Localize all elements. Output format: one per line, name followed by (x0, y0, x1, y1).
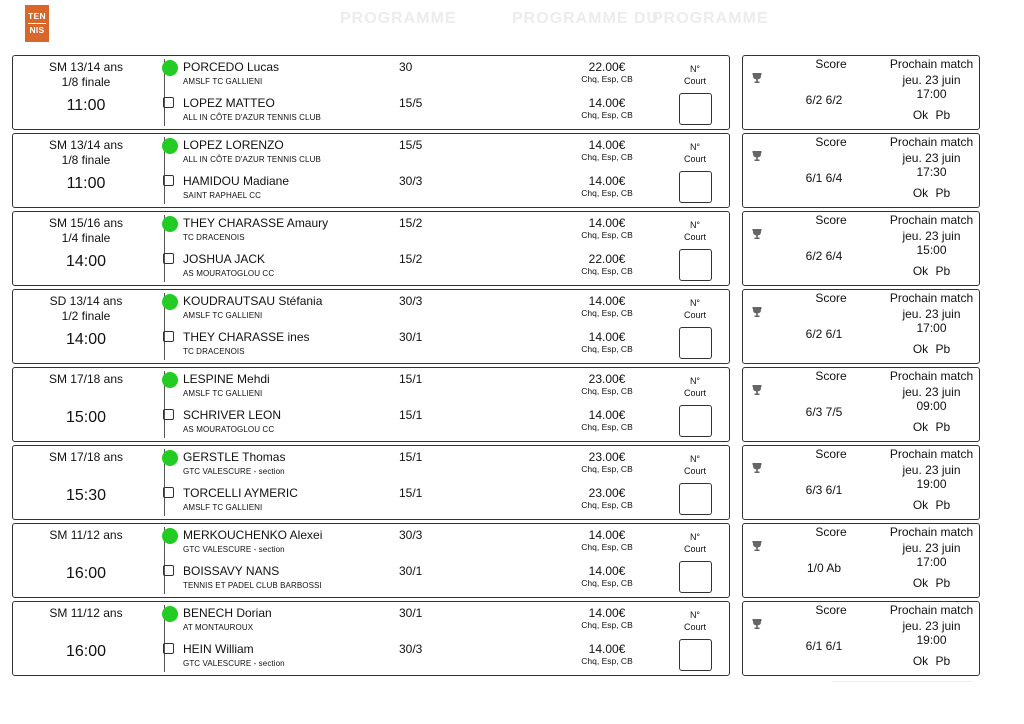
player-2-payment: Chq, Esp, CB (581, 656, 633, 666)
court-label: N° Court (683, 298, 706, 320)
winner-dot-icon (162, 216, 178, 232)
player-1-fee: 14.00€ (588, 294, 626, 308)
player-1-club: AMSLF TC GALLIENI (183, 311, 263, 320)
match-card (12, 133, 730, 208)
trophy-icon (751, 150, 763, 162)
player-2-name: BOISSAVY NANS (183, 564, 280, 578)
player-1-name: LESPINE Mehdi (183, 372, 270, 386)
player-1-payment: Chq, Esp, CB (581, 542, 633, 552)
court-label: N° Court (683, 64, 706, 86)
match-card (12, 601, 730, 676)
score-label: Score (815, 57, 847, 71)
match-score: 6/3 6/1 (805, 483, 843, 497)
player-2-name: HAMIDOU Madiane (183, 174, 290, 188)
winner-dot-icon (162, 450, 178, 466)
match-time: 14:00 (65, 331, 107, 348)
category-label: SM 13/14 ans (48, 138, 124, 152)
match-score: 6/2 6/4 (805, 249, 843, 263)
match-time: 16:00 (65, 565, 107, 582)
player-2-rank: 30/3 (399, 642, 423, 656)
round-label: 1/8 finale (61, 75, 111, 89)
player-1-club: GTC VALESCURE - section (183, 467, 285, 476)
player-2-rank: 30/1 (399, 330, 423, 344)
result-card (742, 55, 980, 130)
player-1-rank: 15/2 (399, 216, 423, 230)
player-1-fee: 22.00€ (588, 60, 626, 74)
player-2-rank: 15/2 (399, 252, 423, 266)
ok-pb-toggle[interactable]: Ok Pb (912, 420, 951, 434)
match-category (13, 606, 159, 621)
trophy-icon (751, 228, 763, 240)
match-time: 11:00 (66, 175, 106, 192)
tennis-logo (25, 5, 49, 42)
match-score: 6/1 6/4 (805, 171, 843, 185)
court-number-input[interactable] (679, 405, 712, 437)
court-number-input[interactable] (679, 639, 712, 671)
player-1-rank: 30 (399, 60, 413, 74)
next-match-label: Prochain match (889, 135, 974, 149)
player-2-club: ALL IN CÔTE D'AZUR TENNIS CLUB (183, 113, 321, 122)
match-category (13, 60, 159, 90)
next-match-label: Prochain match (889, 525, 974, 539)
match-score: 6/2 6/2 (805, 93, 843, 107)
player-1-club: AMSLF TC GALLIENI (183, 389, 263, 398)
ok-pb-toggle[interactable]: Ok Pb (912, 108, 951, 122)
match-category (13, 528, 159, 543)
ghost-box (832, 677, 972, 682)
ghost-header-1: PROGRAMME (340, 10, 457, 27)
court-label: N° Court (683, 454, 706, 476)
player-checkbox[interactable] (163, 175, 174, 186)
next-match-label: Prochain match (889, 291, 974, 305)
court-label: N° Court (683, 376, 706, 398)
next-match-date: jeu. 23 juin (902, 229, 961, 243)
round-label: 1/4 finale (61, 231, 111, 245)
player-checkbox[interactable] (163, 253, 174, 264)
player-2-club: TENNIS ET PADEL CLUB BARBOSSI (183, 581, 322, 590)
category-label: SM 17/18 ans (48, 372, 124, 386)
round-label: 1/8 finale (61, 153, 111, 167)
category-label: SD 13/14 ans (49, 294, 123, 308)
category-label: SM 13/14 ans (48, 60, 124, 74)
next-match-date: jeu. 23 juin (902, 541, 961, 555)
player-2-fee: 22.00€ (588, 252, 626, 266)
player-2-name: LOPEZ MATTEO (183, 96, 275, 110)
player-2-payment: Chq, Esp, CB (581, 578, 633, 588)
trophy-icon (751, 540, 763, 552)
player-1-payment: Chq, Esp, CB (581, 308, 633, 318)
player-checkbox[interactable] (163, 643, 174, 654)
player-2-rank: 15/1 (399, 408, 423, 422)
player-1-name: MERKOUCHENKO Alexei (183, 528, 323, 542)
next-match-time: 19:00 (916, 633, 947, 647)
court-number-input[interactable] (679, 327, 712, 359)
next-match-time: 17:00 (916, 87, 947, 101)
winner-dot-icon (162, 294, 178, 310)
court-number-input[interactable] (679, 483, 712, 515)
match-card (12, 211, 730, 286)
player-1-name: THEY CHARASSE Amaury (183, 216, 329, 230)
ghost-header-2: PROGRAMME DU (512, 10, 660, 27)
player-checkbox[interactable] (163, 409, 174, 420)
result-card (742, 367, 980, 442)
player-1-payment: Chq, Esp, CB (581, 464, 633, 474)
court-label: N° Court (683, 532, 706, 554)
next-match-date: jeu. 23 juin (902, 151, 961, 165)
match-card (12, 289, 730, 364)
player-2-rank: 30/1 (399, 564, 423, 578)
player-1-payment: Chq, Esp, CB (581, 152, 633, 162)
player-2-fee: 14.00€ (588, 174, 626, 188)
trophy-icon (751, 306, 763, 318)
result-card (742, 445, 980, 520)
player-2-payment: Chq, Esp, CB (581, 344, 633, 354)
next-match-time: 19:00 (916, 477, 947, 491)
score-label: Score (815, 213, 847, 227)
winner-dot-icon (162, 372, 178, 388)
next-match-time: 15:00 (916, 243, 947, 257)
next-match-label: Prochain match (889, 369, 974, 383)
player-1-name: KOUDRAUTSAU Stéfania (183, 294, 323, 308)
player-1-rank: 15/1 (399, 450, 423, 464)
result-card (742, 211, 980, 286)
player-1-club: TC DRACENOIS (183, 233, 245, 242)
next-match-date: jeu. 23 juin (902, 307, 961, 321)
match-time: 15:30 (65, 487, 107, 504)
match-card (12, 55, 730, 130)
result-card (742, 133, 980, 208)
player-1-fee: 14.00€ (588, 138, 626, 152)
player-1-fee: 23.00€ (588, 372, 626, 386)
score-label: Score (815, 603, 847, 617)
score-label: Score (815, 291, 847, 305)
score-label: Score (815, 447, 847, 461)
player-2-rank: 15/1 (399, 486, 423, 500)
winner-dot-icon (162, 528, 178, 544)
court-label: N° Court (683, 142, 706, 164)
winner-dot-icon (162, 606, 178, 622)
match-card (12, 445, 730, 520)
player-1-club: AMSLF TC GALLIENI (183, 77, 263, 86)
player-2-fee: 14.00€ (588, 96, 626, 110)
match-score: 6/2 6/1 (805, 327, 843, 341)
player-2-payment: Chq, Esp, CB (581, 422, 633, 432)
player-1-fee: 14.00€ (588, 528, 626, 542)
score-label: Score (815, 369, 847, 383)
player-1-rank: 30/3 (399, 528, 423, 542)
next-match-time: 17:00 (916, 555, 947, 569)
court-number-input[interactable] (679, 249, 712, 281)
player-1-club: ALL IN CÔTE D'AZUR TENNIS CLUB (183, 155, 321, 164)
match-time: 15:00 (65, 409, 107, 426)
player-1-fee: 14.00€ (588, 216, 626, 230)
player-1-name: PORCEDO Lucas (183, 60, 280, 74)
next-match-label: Prochain match (889, 447, 974, 461)
result-card (742, 523, 980, 598)
ghost-header-3: PROGRAMME (652, 10, 769, 27)
player-2-club: AMSLF TC GALLIENI (183, 503, 263, 512)
ok-pb-toggle[interactable]: Ok Pb (912, 498, 951, 512)
player-1-club: AT MONTAUROUX (183, 623, 254, 632)
score-label: Score (815, 135, 847, 149)
player-checkbox[interactable] (163, 487, 174, 498)
match-category (13, 138, 159, 168)
next-match-date: jeu. 23 juin (902, 385, 961, 399)
player-2-name: HEIN William (183, 642, 254, 656)
trophy-icon (751, 72, 763, 84)
player-1-fee: 23.00€ (588, 450, 626, 464)
match-category (13, 372, 159, 387)
logo-line-1: TEN (28, 11, 46, 21)
match-time: 11:00 (66, 97, 106, 114)
player-2-club: GTC VALESCURE - section (183, 659, 285, 668)
category-label: SM 15/16 ans (48, 216, 124, 230)
ok-pb-toggle[interactable]: Ok Pb (912, 654, 951, 668)
next-match-date: jeu. 23 juin (902, 619, 961, 633)
player-2-name: THEY CHARASSE ines (183, 330, 310, 344)
player-2-payment: Chq, Esp, CB (581, 266, 633, 276)
trophy-icon (751, 462, 763, 474)
logo-line-2: NIS (29, 25, 45, 35)
court-number-input[interactable] (679, 171, 712, 203)
court-label: N° Court (683, 220, 706, 242)
category-label: SM 17/18 ans (48, 450, 124, 464)
match-card (12, 523, 730, 598)
next-match-time: 17:00 (916, 321, 947, 335)
player-1-payment: Chq, Esp, CB (581, 74, 633, 84)
match-score: 1/0 Ab (806, 561, 842, 575)
next-match-label: Prochain match (889, 603, 974, 617)
trophy-icon (751, 618, 763, 630)
player-2-club: AS MOURATOGLOU CC (183, 425, 275, 434)
category-label: SM 11/12 ans (49, 606, 123, 620)
player-checkbox[interactable] (163, 331, 174, 342)
winner-dot-icon (162, 138, 178, 154)
player-1-rank: 30/3 (399, 294, 423, 308)
player-1-rank: 15/5 (399, 138, 423, 152)
next-match-label: Prochain match (889, 213, 974, 227)
match-time: 14:00 (65, 253, 107, 270)
player-1-payment: Chq, Esp, CB (581, 230, 633, 240)
next-match-date: jeu. 23 juin (902, 463, 961, 477)
player-1-name: GERSTLE Thomas (183, 450, 286, 464)
ok-pb-toggle[interactable]: Ok Pb (912, 186, 951, 200)
player-2-rank: 30/3 (399, 174, 423, 188)
category-label: SM 11/12 ans (49, 528, 123, 542)
player-1-payment: Chq, Esp, CB (581, 386, 633, 396)
match-category (13, 294, 159, 324)
match-score: 6/1 6/1 (805, 639, 843, 653)
player-2-club: TC DRACENOIS (183, 347, 245, 356)
player-2-payment: Chq, Esp, CB (581, 110, 633, 120)
player-2-fee: 14.00€ (588, 330, 626, 344)
ok-pb-toggle[interactable]: Ok Pb (912, 342, 951, 356)
match-category (13, 216, 159, 246)
ok-pb-toggle[interactable]: Ok Pb (912, 264, 951, 278)
player-checkbox[interactable] (163, 97, 174, 108)
player-1-name: BENECH Dorian (183, 606, 272, 620)
player-checkbox[interactable] (163, 565, 174, 576)
match-card (12, 367, 730, 442)
next-match-time: 09:00 (916, 399, 947, 413)
court-number-input[interactable] (679, 561, 712, 593)
winner-dot-icon (162, 60, 178, 76)
match-score: 6/3 7/5 (805, 405, 843, 419)
player-2-fee: 23.00€ (588, 486, 626, 500)
court-label: N° Court (683, 610, 706, 632)
ok-pb-toggle[interactable]: Ok Pb (912, 576, 951, 590)
player-2-fee: 14.00€ (588, 564, 626, 578)
result-card (742, 289, 980, 364)
next-match-label: Prochain match (889, 57, 974, 71)
court-number-input[interactable] (679, 93, 712, 125)
match-category (13, 450, 159, 465)
player-2-rank: 15/5 (399, 96, 423, 110)
player-1-payment: Chq, Esp, CB (581, 620, 633, 630)
player-2-fee: 14.00€ (588, 642, 626, 656)
player-2-club: AS MOURATOGLOU CC (183, 269, 275, 278)
player-2-name: TORCELLI AYMERIC (183, 486, 298, 500)
next-match-date: jeu. 23 juin (902, 73, 961, 87)
player-2-payment: Chq, Esp, CB (581, 500, 633, 510)
player-1-fee: 14.00€ (588, 606, 626, 620)
player-1-rank: 30/1 (399, 606, 423, 620)
player-2-club: SAINT RAPHAEL CC (183, 191, 262, 200)
trophy-icon (751, 384, 763, 396)
player-1-name: LOPEZ LORENZO (183, 138, 284, 152)
player-1-club: GTC VALESCURE - section (183, 545, 285, 554)
round-label: 1/2 finale (61, 309, 111, 323)
player-2-fee: 14.00€ (588, 408, 626, 422)
player-2-payment: Chq, Esp, CB (581, 188, 633, 198)
next-match-time: 17:30 (916, 165, 947, 179)
result-card (742, 601, 980, 676)
player-2-name: JOSHUA JACK (183, 252, 266, 266)
score-label: Score (815, 525, 847, 539)
player-1-rank: 15/1 (399, 372, 423, 386)
player-2-name: SCHRIVER LEON (183, 408, 282, 422)
match-time: 16:00 (65, 643, 107, 660)
